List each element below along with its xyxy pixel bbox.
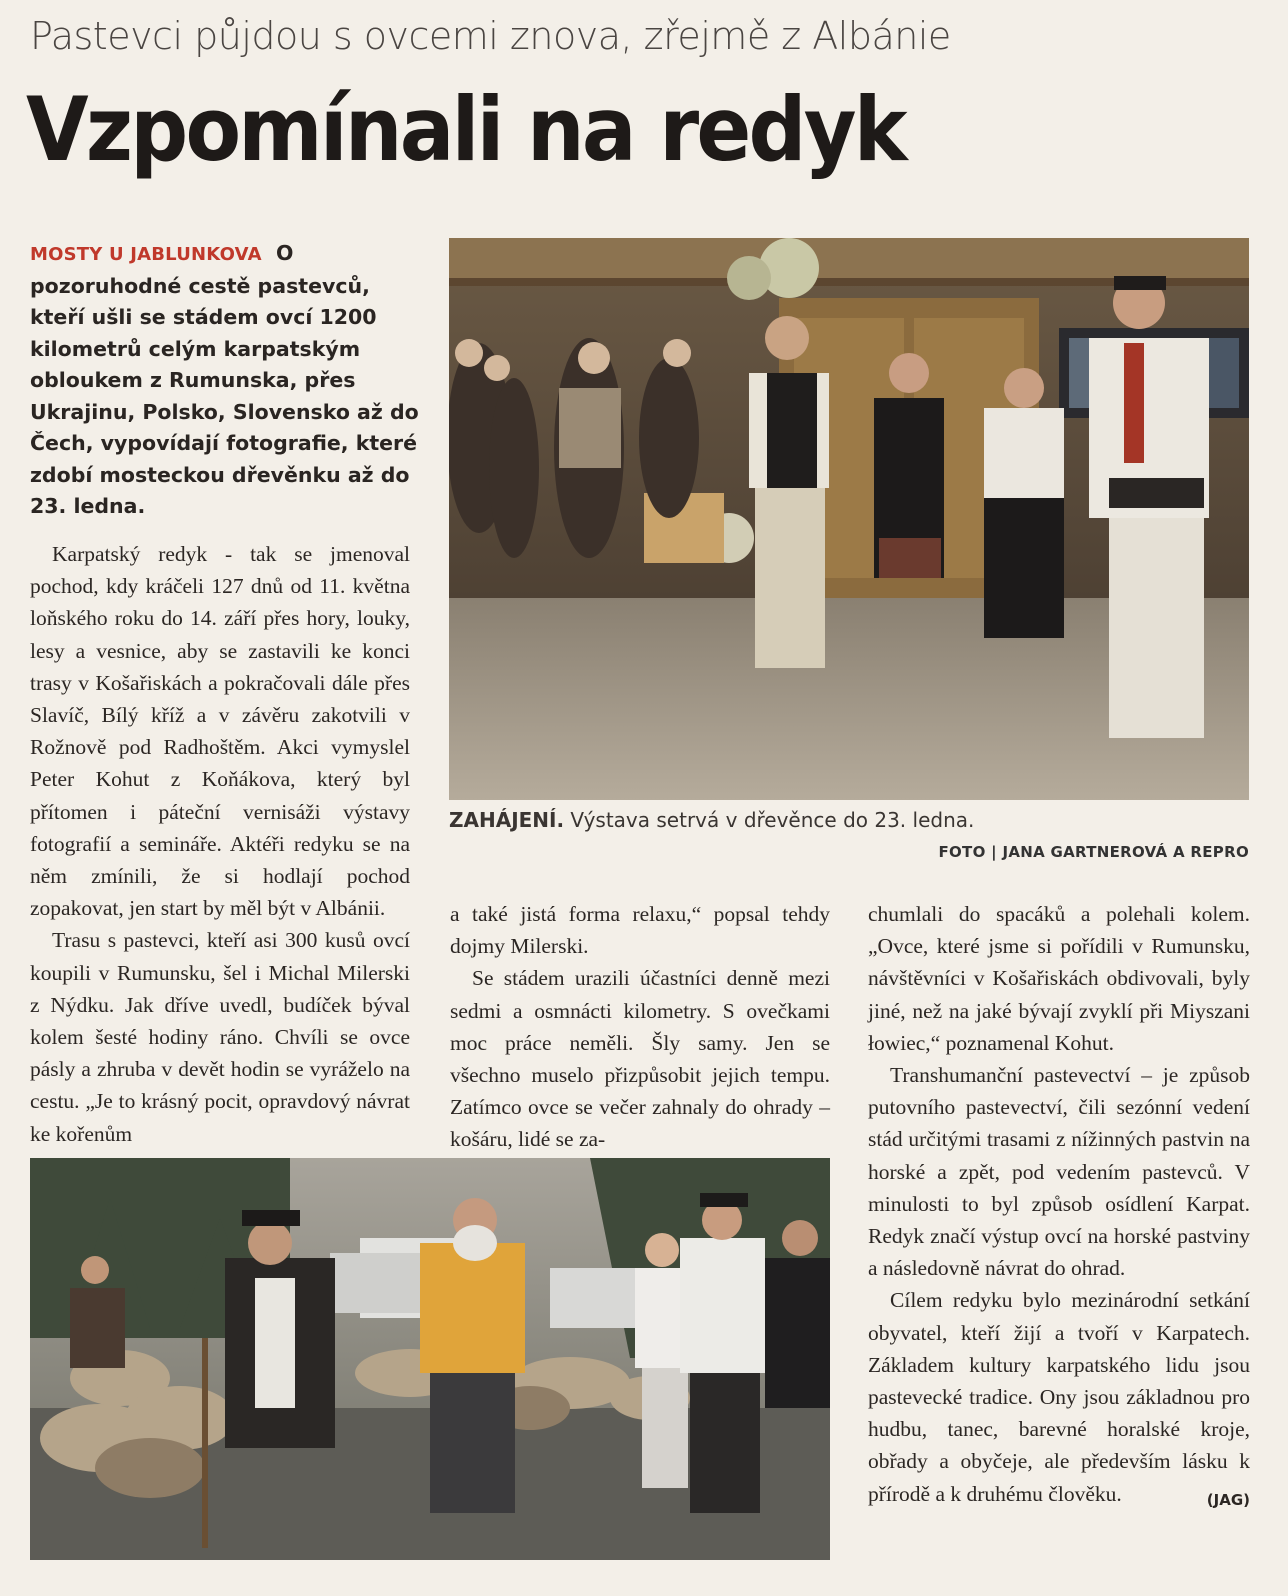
shepherds-photo	[30, 1158, 830, 1560]
lead-text: O pozoruhodné cestě pastevců, kteří ušli se stádem ovcí 1200 kilometrů celým karpatským obloukem z Rumunska, přes Ukrajinu, Polsko, Slovensko až do Čech, vypovídají fotografie, které zdobí mosteckou dřevěnku až do 23. ledna.	[30, 241, 419, 518]
photo-caption	[449, 808, 1249, 832]
photo-credit: FOTO | JANA GARTNEROVÁ A REPRO	[938, 843, 1249, 861]
paragraph-text: Cílem redyku bylo mezinárodní setkání obyvatel, kteří žijí a tvoří v Karpatech. Základem kultury karpatského lidu jsou pastevecké tradice. Ony jsou základnou pro hudbu, tanec, barevné horalské kroje, obřady a obyčeje, ale především lásku k přírodě a k druhému člověku.	[868, 1288, 1250, 1506]
headline: Vzpomínali na redyk	[26, 78, 905, 181]
lead-paragraph	[30, 238, 430, 523]
body-column-3	[868, 898, 1250, 1516]
kicker: Pastevci půjdou s ovcemi znova, zřejmě z Albánie	[30, 14, 951, 58]
paragraph: Transhumanční pastevectví – je způsob putovního pastevectví, čili sezónní vedení stád určitými trasami z nížinných pastvin na horské a zpět, pod vedením pastevců. V minulosti to byl způsob osídlení Karpat. Redyk značí výstup ovcí na horské pastviny a následovně návrat do ohrad.	[868, 1063, 1250, 1281]
body-column-1	[30, 538, 410, 1150]
paragraph: Se stádem urazili účastníci denně mezi sedmi a osmnácti kilometry. S ovečkami moc práce neměli. Šly samy. Jen se všechno muselo přizpůsobit jejich tempu. Zatímco ovce se večer zahnaly do ohrady – košáru, lidé se za-	[450, 966, 830, 1152]
exhibition-photo	[449, 238, 1249, 800]
caption-text: Výstava setrvá v dřevěnce do 23. ledna.	[564, 808, 975, 832]
paragraph: Trasu s pastevci, kteří asi 300 kusů ovcí koupili v Rumunsku, šel i Michal Milerski z Nýdku. Jak dříve uvedl, budíček býval kolem šesté hodiny ráno. Chvíli se ovce pásly a zhruba v devět hodin se vyráželo na cestu. „Je to krásný pocit, opravdový návrat ke kořenům	[30, 928, 410, 1146]
author-signature: (JAG)	[1206, 1490, 1250, 1509]
body-column-2	[450, 898, 830, 1156]
dateline: MOSTY U JABLUNKOVA	[30, 244, 262, 265]
paragraph: Karpatský redyk - tak se jmenoval pochod, kdy kráčeli 127 dnů od 11. května loňského roku do 14. září přes hory, louky, lesy a vesnice, aby se zastavili ke konci trasy v Košařiskách a pokračovali dále přes Slavíč, Bílý kříž a v závěru zakotvili v Rožnově pod Radhoštěm. Akci vymyslel Peter Kohut z Koňákova, který byl přítomen i páteční vernisáži výstavy fotografií a semináře. Aktéři redyku se na něm zmínili, že si hodlají pochod zopakovat, jen start by měl být v Albánii.	[30, 542, 410, 921]
paragraph: a také jistá forma relaxu,“ popsal tehdy dojmy Milerski.	[450, 902, 830, 959]
paragraph	[868, 1284, 1250, 1509]
paragraph: chumlali do spacáků a polehali kolem. „Ovce, které jsme si pořídili v Rumunsku, návštěvníci v Košařiskách obdivovali, byly jiné, než na jaké bývají zvyklí při Miyszani łowiec,“ poznamenal Kohut.	[868, 902, 1250, 1055]
caption-label: ZAHÁJENÍ.	[449, 808, 565, 832]
